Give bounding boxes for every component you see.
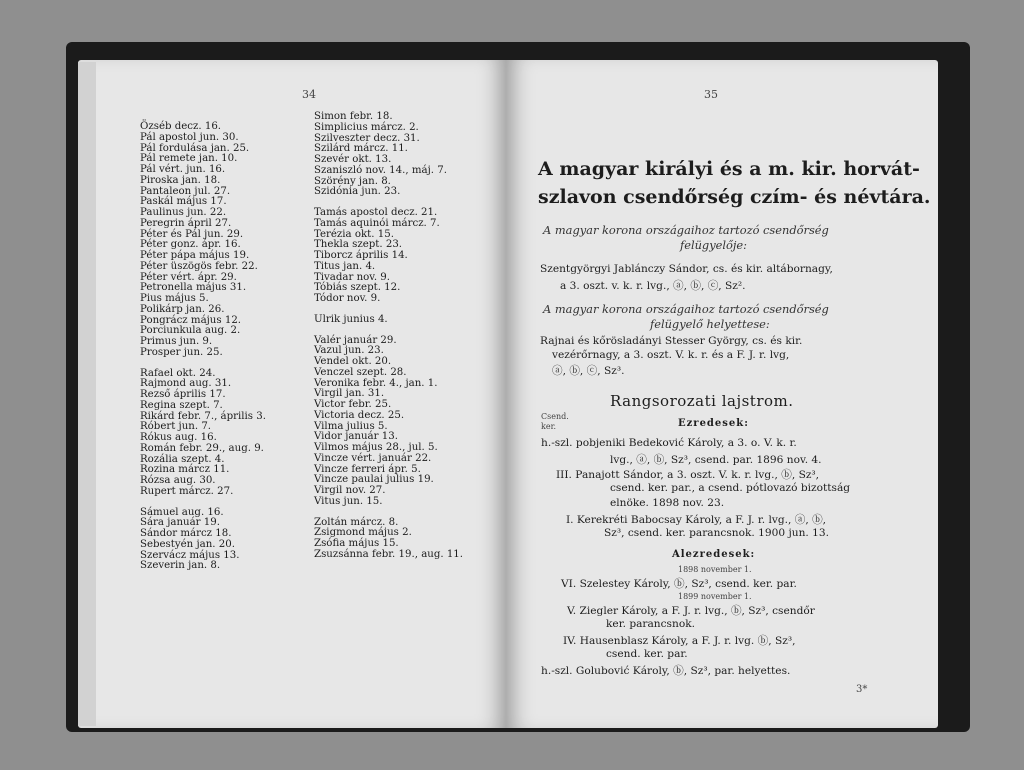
lt-colonel-date: 1899 november 1. <box>678 592 752 601</box>
name-day-entry: Vendel okt. 20. <box>314 356 392 367</box>
name-day-entry: Paulinus jun. 22. <box>140 207 227 218</box>
name-day-entry: Vazul jun. 23. <box>314 345 384 357</box>
name-day-entry: Rupert márcz. 27. <box>140 485 234 497</box>
lt-colonels-heading: Alezredesek: <box>672 549 756 560</box>
name-day-entry: Szaniszló nov. 14., máj. 7. <box>314 164 447 176</box>
deputy-heading-line-1: A magyar korona országaihoz tartozó csendőrség <box>543 302 829 316</box>
name-day-entry: Péter vért. ápr. 29. <box>140 271 237 283</box>
inspector-line-1: Szentgyörgyi Jablánczy Sándor, cs. és kir. altábornagy, <box>540 263 833 275</box>
name-day-entry: Vincze vért. január 22. <box>314 452 432 464</box>
lt-colonel-date: 1898 november 1. <box>678 565 752 574</box>
lt-colonel-line: ker. parancsnok. <box>606 618 695 630</box>
title-line-2: szlavon csendőrség czím- és névtára. <box>538 186 931 208</box>
name-day-entry: Sára január 19. <box>140 517 220 529</box>
name-day-entry: Rezső április 17. <box>140 389 226 400</box>
name-day-entry: Pál fordulása jan. 25. <box>140 142 250 154</box>
name-day-entry: Titus jan. 4. <box>314 260 376 272</box>
lt-colonel-line: IV. Hausenblasz Károly, a F. J. r. lvg. ⓑ, Sz³, <box>563 635 796 647</box>
name-day-entry: Polikárp jan. 26. <box>140 303 225 315</box>
name-day-entry: Victor febr. 25. <box>314 399 392 410</box>
name-day-entry: Primus jun. 9. <box>140 336 213 347</box>
name-day-entry: Zoltán márcz. 8. <box>314 516 399 528</box>
lt-colonel-line: h.-szl. Golubović Károly, ⓑ, Sz³, par. helyettes. <box>541 665 791 677</box>
deputy-heading-line-2: felügyelő helyettese: <box>650 317 770 331</box>
column-gap <box>140 498 266 508</box>
name-day-entry: Rikárd febr. 7., április 3. <box>140 410 266 422</box>
name-day-entry: Péter gonz. ápr. 16. <box>140 239 241 251</box>
name-day-entry: Pál apostol jun. 30. <box>140 131 239 143</box>
name-day-entry: Rafael okt. 24. <box>140 367 216 379</box>
page-number-left: 34 <box>302 88 316 101</box>
inspector-line-2: a 3. oszt. v. k. r. lvg., ⓐ, ⓑ, ⓒ, Sz². <box>560 280 746 292</box>
name-day-entry: Rajmond aug. 31. <box>140 378 232 390</box>
name-day-entry: Rózsa aug. 30. <box>140 475 216 486</box>
name-day-entry: Terézia okt. 15. <box>314 228 394 240</box>
name-day-entry: Szevér okt. 13. <box>314 154 392 165</box>
name-day-entry: Pál vért. jun. 16. <box>140 164 226 175</box>
name-day-entry: Piroska jan. 18. <box>140 174 221 186</box>
name-day-entry: Venczel szept. 28. <box>314 366 407 378</box>
colonel-line: csend. ker. par., a csend. pótlovazó bizottság <box>610 482 851 494</box>
name-day-entry: Petronella május 31. <box>140 282 247 294</box>
colonel-line: lvg., ⓐ, ⓑ, Sz³, csend. par. 1896 nov. 4. <box>610 454 822 466</box>
name-day-entry: Ulrik junius 4. <box>314 313 388 325</box>
name-day-entry: Sámuel aug. 16. <box>140 506 224 518</box>
name-day-entry: Tamás aquinói márcz. 7. <box>314 217 440 229</box>
name-day-entry: Zsófia május 15. <box>314 538 399 549</box>
colonels-heading: Ezredesek: <box>678 418 749 429</box>
name-day-entry: Péter pápa május 19. <box>140 250 250 261</box>
lt-colonel-line: V. Ziegler Károly, a F. J. r. lvg., ⓑ, Sz³, csendőr <box>567 605 815 617</box>
name-day-entry: Róbert jun. 7. <box>140 421 212 433</box>
name-day-entry: Román febr. 29., aug. 9. <box>140 442 264 454</box>
page-number-right: 35 <box>704 88 718 101</box>
name-day-entry: Vincze paulai julius 19. <box>314 474 434 486</box>
name-day-entry: Péter üszögös febr. 22. <box>140 260 258 272</box>
name-day-entry: Vilmos május 28., jul. 5. <box>314 442 438 453</box>
name-day-entry: Tiborcz április 14. <box>314 250 408 261</box>
name-day-entry: Porciunkula aug. 2. <box>140 325 241 337</box>
name-day-entry: Prosper jun. 25. <box>140 346 223 358</box>
deputy-line-2: vezérőrnagy, a 3. oszt. V. k. r. és a F. J. r. lvg, <box>552 349 790 361</box>
name-day-entry: Vitus jun. 15. <box>314 495 383 507</box>
csend-label: Csend. <box>541 412 569 421</box>
inspector-heading-line-1: A magyar korona országaihoz tartozó csendőrség <box>543 223 829 237</box>
title-line-1: A magyar királyi és a m. kir. horvát- <box>538 158 920 180</box>
name-day-entry: Peregrin ápril 27. <box>140 217 232 229</box>
name-day-entry: Szeverin jan. 8. <box>140 560 221 572</box>
name-day-entry: Regina szept. 7. <box>140 399 223 411</box>
name-day-entry: Pongrácz május 12. <box>140 314 242 326</box>
name-day-entry: Sebestyén jan. 20. <box>140 538 235 550</box>
name-day-entry: Pantaleon jul. 27. <box>140 185 231 197</box>
colonel-line: elnöke. 1898 nov. 23. <box>610 497 725 509</box>
name-day-entry: Tódor nov. 9. <box>314 293 381 304</box>
column-gap <box>140 359 266 369</box>
lt-colonel-line: csend. ker. par. <box>606 648 688 660</box>
column-gap <box>314 326 463 336</box>
name-day-column-2 <box>314 112 463 561</box>
name-day-entry: Szilveszter decz. 31. <box>314 132 420 144</box>
name-day-entry: Pius május 5. <box>140 293 209 304</box>
lt-colonel-line: VI. Szelestey Károly, ⓑ, Sz³, csend. ker. par. <box>561 578 797 590</box>
name-day-entry: Virgil jan. 31. <box>314 388 385 400</box>
name-day-entry: Szidónia jun. 23. <box>314 186 401 198</box>
colonel-line: Sz³, csend. ker. parancsnok. 1900 jun. 13. <box>604 527 829 539</box>
name-day-entry: Thekla szept. 23. <box>314 239 403 251</box>
colonel-line: I. Kerekréti Babocsay Károly, a F. J. r. lvg., ⓐ, ⓑ, <box>566 514 827 526</box>
name-day-entry: Szervácz május 13. <box>140 549 240 561</box>
name-day-entry: Vilma julius 5. <box>314 420 388 432</box>
inspector-heading-line-2: felügyelője: <box>680 238 748 252</box>
name-day-entry: Paskál május 17. <box>140 196 227 208</box>
name-day-entry: Tivadar nov. 9. <box>314 271 391 283</box>
deputy-line-1: Rajnai és kőrösladányi Stesser György, cs. és kir. <box>540 335 803 347</box>
name-day-entry: Tóbiás szept. 12. <box>314 282 401 294</box>
name-day-entry: Rókus aug. 16. <box>140 432 217 443</box>
name-day-entry: Szilárd márcz. 11. <box>314 143 408 155</box>
ranking-title: Rangsorozati lajstrom. <box>610 392 794 410</box>
name-day-entry: Péter és Pál jun. 29. <box>140 228 244 240</box>
name-day-entry: Rozina márcz 11. <box>140 464 230 476</box>
name-day-entry: Simplicius márcz. 2. <box>314 121 419 133</box>
name-day-entry: Sándor márcz 18. <box>140 528 232 539</box>
colonel-line: III. Panajott Sándor, a 3. oszt. V. k. r. lvg., ⓑ, Sz³, <box>556 469 820 481</box>
name-day-entry: Özséb decz. 16. <box>140 121 222 132</box>
name-day-entry: Zsigmond május 2. <box>314 527 412 539</box>
name-day-entry: Tamás apostol decz. 21. <box>314 207 438 218</box>
name-day-column-1 <box>140 122 266 572</box>
name-day-entry: Simon febr. 18. <box>314 111 393 122</box>
name-day-entry: Valér január 29. <box>314 334 397 346</box>
signature-mark: 3* <box>856 684 868 695</box>
page-edges <box>78 62 96 726</box>
deputy-line-3: ⓐ, ⓑ, ⓒ, Sz³. <box>552 365 625 377</box>
name-day-entry: Virgil nov. 27. <box>314 485 386 496</box>
name-day-entry: Szörény jan. 8. <box>314 175 391 187</box>
ker-label: ker. <box>541 422 557 431</box>
colonel-line: h.-szl. pobjeniki Bedeković Károly, a 3. o. V. k. r. <box>541 437 797 449</box>
name-day-entry: Veronika febr. 4., jan. 1. <box>314 377 438 389</box>
name-day-entry: Victoria decz. 25. <box>314 409 405 421</box>
name-day-entry: Vincze ferreri ápr. 5. <box>314 463 421 475</box>
name-day-entry: Zsuzsánna febr. 19., aug. 11. <box>314 548 464 560</box>
name-day-entry: Rozália szept. 4. <box>140 453 225 465</box>
column-gap <box>314 508 463 518</box>
name-day-entry: Vidor január 13. <box>314 431 398 443</box>
name-day-entry: Pál remete jan. 10. <box>140 153 238 165</box>
